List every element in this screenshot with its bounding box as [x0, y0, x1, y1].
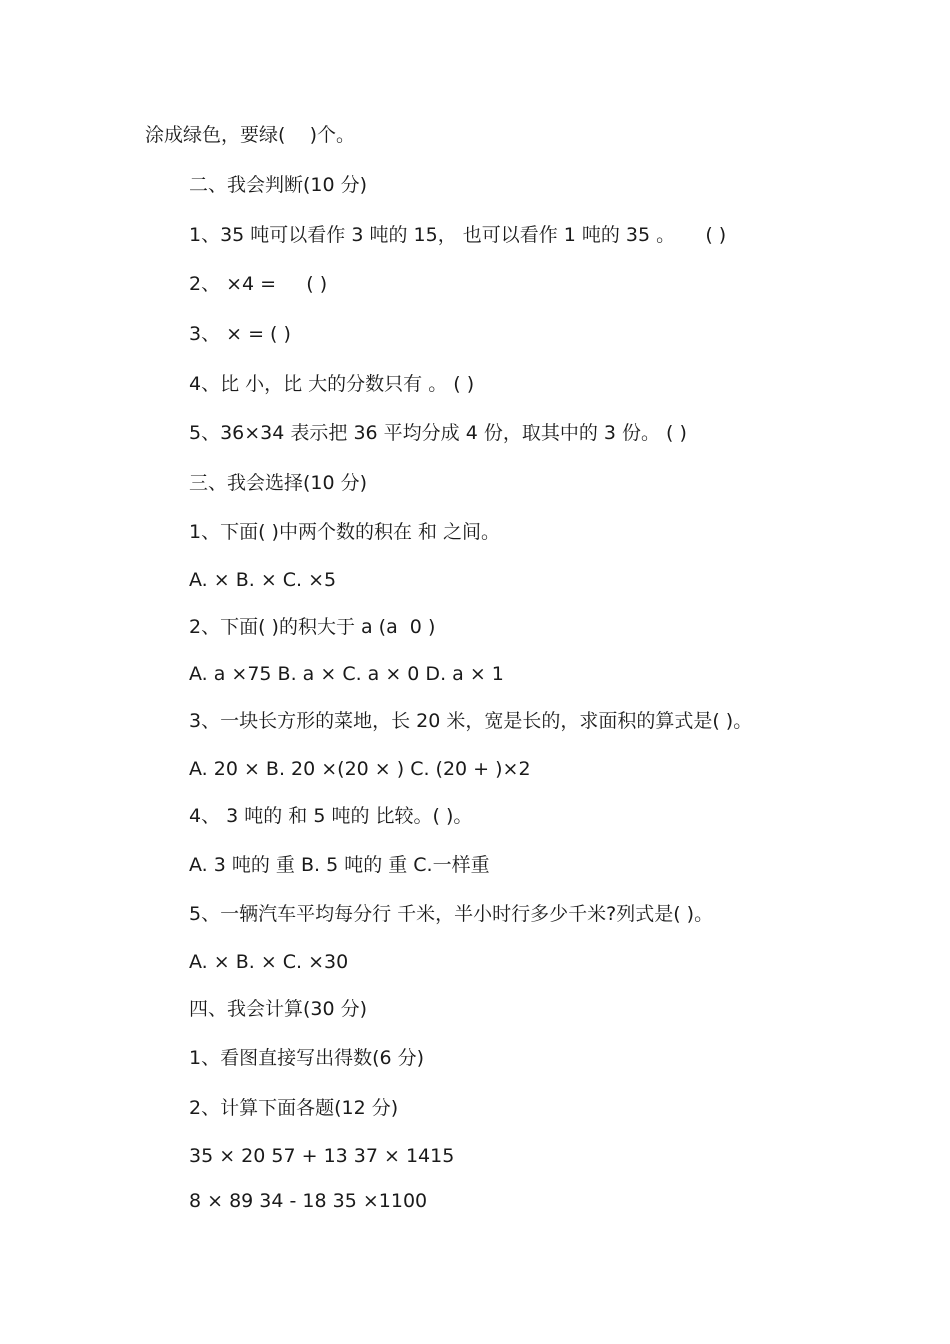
choose-question-2: 2、下面( )的积大于 a (a 0 ) — [189, 616, 436, 638]
calculate-question-2: 2、计算下面各题(12 分) — [189, 1097, 399, 1119]
judge-question-4: 4、比 小，比 大的分数只有 。 ( ) — [189, 373, 475, 395]
section-heading-choose: 三、我会选择(10 分) — [189, 472, 368, 494]
choose-question-3: 3、一块长方形的菜地，长 20 米，宽是长的，求面积的算式是( )。 — [189, 710, 753, 732]
judge-question-1: 1、35 吨可以看作 3 吨的 15， 也可以看作 1 吨的 35 。 ( ) — [189, 224, 727, 246]
section-heading-calculate: 四、我会计算(30 分) — [189, 998, 368, 1020]
choose-options-2: A. a ×75 B. a × C. a × 0 D. a × 1 — [189, 663, 504, 685]
calculate-row-2: 8 × 89 34 - 18 35 ×1100 — [189, 1190, 428, 1212]
choose-question-4: 4、 3 吨的 和 5 吨的 比较。( )。 — [189, 805, 473, 827]
text-line-fill-green: 涂成绿色，要绿( )个。 — [145, 124, 355, 146]
choose-options-3: A. 20 × B. 20 ×(20 × ) C. (20 + )×2 — [189, 758, 531, 780]
section-heading-judge: 二、我会判断(10 分) — [189, 174, 368, 196]
choose-options-4: A. 3 吨的 重 B. 5 吨的 重 C.一样重 — [189, 854, 490, 876]
judge-question-3: 3、 × = ( ) — [189, 323, 291, 345]
choose-options-5: A. × B. × C. ×30 — [189, 951, 349, 973]
judge-question-5: 5、36×34 表示把 36 平均分成 4 份，取其中的 3 份。 ( ) — [189, 422, 687, 444]
calculate-row-1: 35 × 20 57 + 13 37 × 1415 — [189, 1145, 455, 1167]
choose-question-1: 1、下面( )中两个数的积在 和 之间。 — [189, 521, 501, 543]
judge-question-2: 2、 ×4 = ( ) — [189, 273, 328, 295]
choose-question-5: 5、一辆汽车平均每分行 千米，半小时行多少千米?列式是( )。 — [189, 903, 714, 925]
calculate-question-1: 1、看图直接写出得数(6 分) — [189, 1047, 425, 1069]
choose-options-1: A. × B. × C. ×5 — [189, 569, 337, 591]
